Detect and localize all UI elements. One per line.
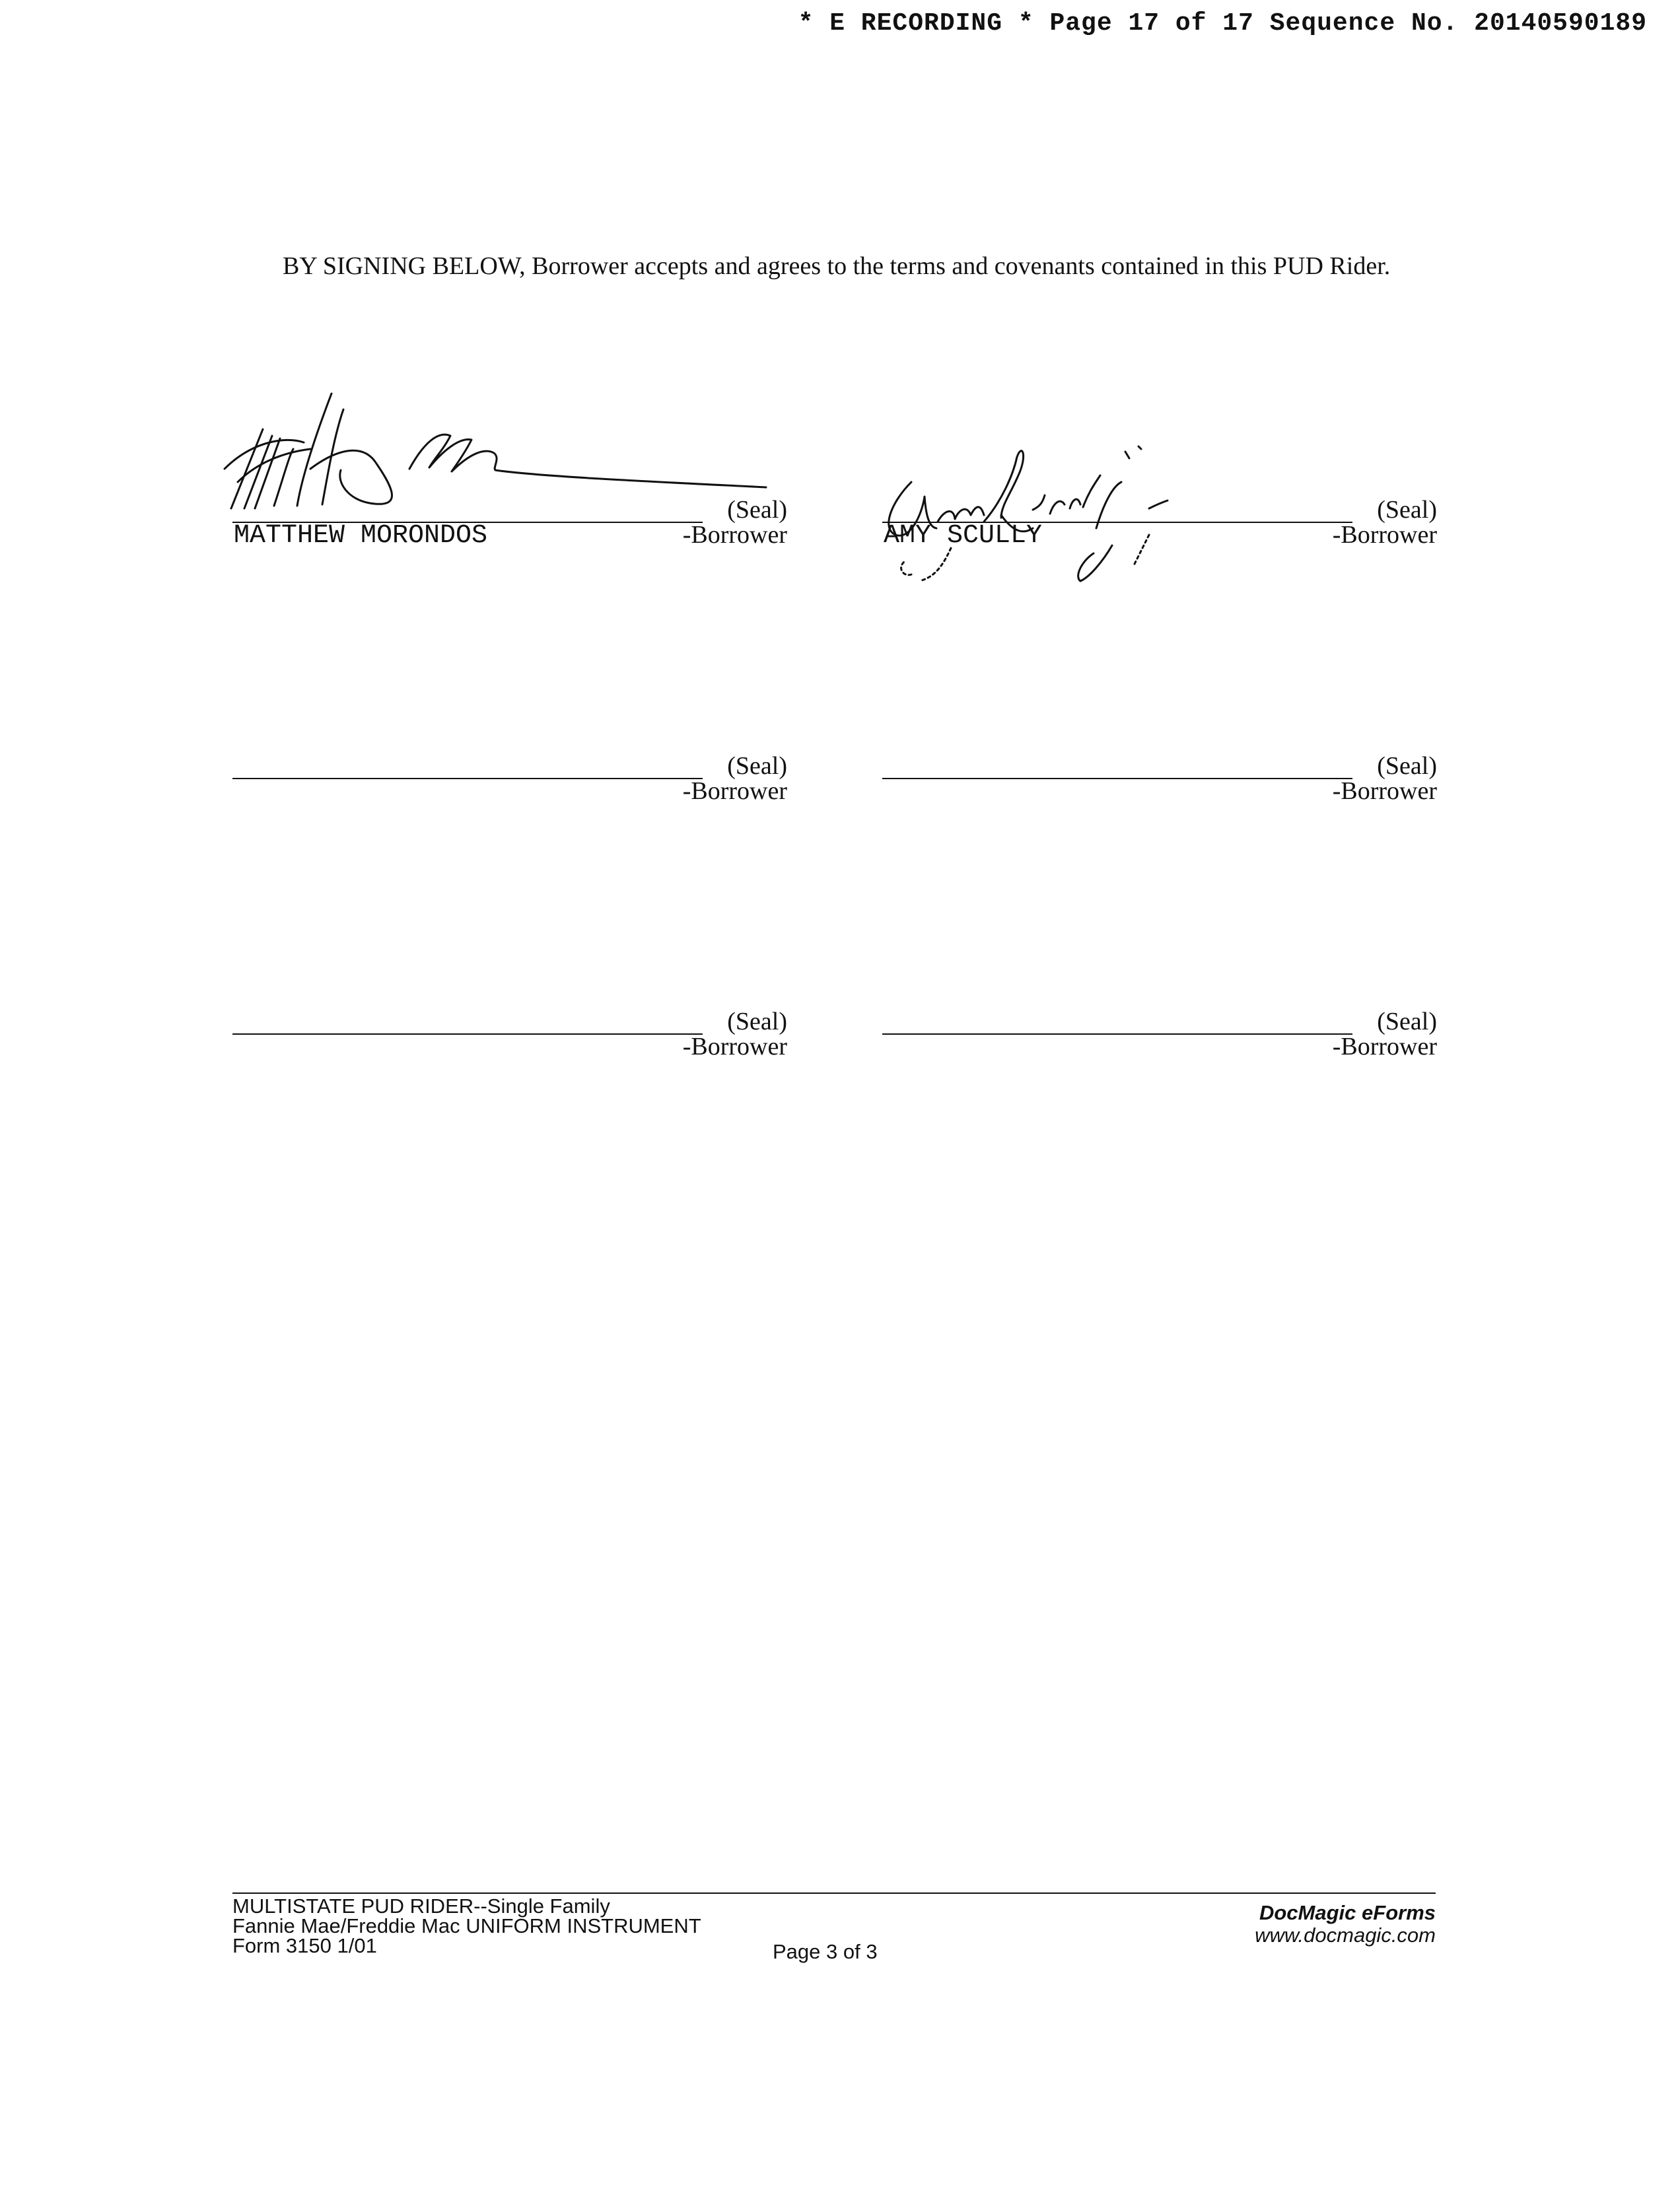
borrower-label: -Borrower	[682, 777, 787, 805]
signature-block-5	[232, 1008, 787, 1061]
signature-block-3	[232, 753, 787, 806]
footer-rule	[232, 1892, 1436, 1894]
borrower-label: -Borrower	[1332, 1033, 1437, 1060]
signer-name: MATTHEW MORONDOS	[234, 521, 488, 551]
footer-form-instrument: Fannie Mae/Freddie Mac UNIFORM INSTRUMENT	[232, 1914, 701, 1937]
borrower-label: -Borrower	[1332, 521, 1437, 549]
docmagic-website: www.docmagic.com	[1255, 1924, 1436, 1947]
seal-label: (Seal)	[727, 752, 787, 780]
footer-page-number: Page 3 of 3	[773, 1940, 878, 1963]
borrower-label: -Borrower	[682, 521, 787, 549]
signer-name: AMY SCULLY	[884, 521, 1043, 551]
signature-line	[232, 778, 703, 779]
seal-label: (Seal)	[1377, 752, 1437, 780]
borrower-label: -Borrower	[1332, 777, 1437, 805]
seal-label: (Seal)	[727, 496, 787, 524]
docmagic-logo: DocMagic eForms	[1259, 1901, 1436, 1924]
signature-line	[882, 1033, 1352, 1035]
signature-line	[232, 1033, 703, 1035]
signing-statement: BY SIGNING BELOW, Borrower accepts and agrees to the terms and covenants contained in this PUD Rider.	[283, 252, 1391, 280]
seal-label: (Seal)	[1377, 1008, 1437, 1035]
footer-brand	[1255, 1902, 1436, 1947]
footer-form-number: Form 3150 1/01	[232, 1934, 377, 1957]
recording-header: * E RECORDING * Page 17 of 17 Sequence No. 20140590189	[798, 9, 1647, 38]
footer-form-info	[232, 1896, 701, 1956]
signature-block-6	[882, 1008, 1437, 1061]
signature-block-4	[882, 753, 1437, 806]
signature-line	[882, 778, 1352, 779]
seal-label: (Seal)	[1377, 496, 1437, 524]
seal-label: (Seal)	[727, 1008, 787, 1035]
signature-block-2	[882, 497, 1437, 549]
footer-form-title: MULTISTATE PUD RIDER--Single Family	[232, 1894, 610, 1918]
borrower-label: -Borrower	[682, 1033, 787, 1060]
signature-block-1	[232, 497, 787, 549]
